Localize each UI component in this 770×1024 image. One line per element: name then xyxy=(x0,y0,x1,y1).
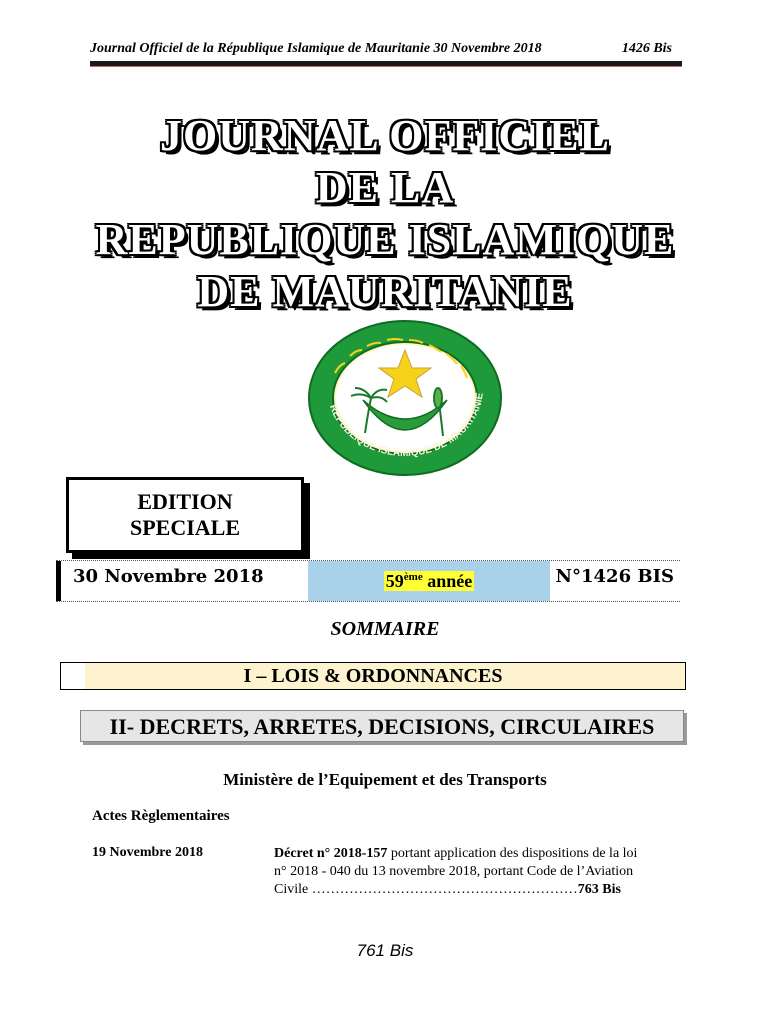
edition-line-2: SPECIALE xyxy=(129,515,241,540)
seal-text: REPUBLIQUE ISLAMIQUE DE MAURITANIE xyxy=(326,392,486,460)
entry-page: 763 Bis xyxy=(577,882,621,897)
header-title: Journal Officiel de la République Islamique de Mauritanie 30 Novembre 2018 xyxy=(90,41,542,56)
issue-year xyxy=(308,561,550,601)
ministry-heading: Ministère de l’Equipement et des Transports xyxy=(223,770,547,789)
edition-line-1: EDITION xyxy=(137,489,233,514)
entry-text-1: portant application des dispositions de la loi xyxy=(387,846,638,861)
issue-info-bar xyxy=(56,560,680,602)
entry-text-2: n° 2018 - 040 du 13 novembre 2018, portant Code de l’Aviation xyxy=(274,864,634,879)
year-number: 59 xyxy=(385,571,404,591)
header-page-number: 1426 Bis xyxy=(621,41,672,56)
year-suffix: ème xyxy=(403,571,423,583)
issue-date: 30 Novembre 2018 xyxy=(56,561,308,601)
edition-speciale-box xyxy=(66,477,304,553)
header-rule xyxy=(90,61,682,67)
masthead-line-4: DE MAURITANIE xyxy=(197,267,573,316)
actes-heading: Actes Règlementaires xyxy=(92,808,230,824)
national-seal-icon xyxy=(305,318,505,478)
masthead-title xyxy=(60,110,710,318)
entry-text-3: Civile ………………………………………………… xyxy=(274,882,578,897)
entry-text xyxy=(274,845,678,899)
issue-number: N°1426 BIS xyxy=(555,566,674,587)
year-highlight xyxy=(384,571,474,591)
masthead-line-1: JOURNAL OFFICIEL xyxy=(160,111,610,160)
masthead-line-3: REPUBLIQUE ISLAMIQUE xyxy=(95,215,675,264)
sommaire-heading: SOMMAIRE xyxy=(330,618,440,640)
year-word: année xyxy=(422,571,473,591)
masthead-line-2: DE LA xyxy=(315,163,455,212)
section-lois-ordonnances: I – LOIS & ORDONNANCES xyxy=(60,662,686,690)
page-number: 761 Bis xyxy=(356,941,414,960)
entry-title: Décret n° 2018-157 xyxy=(274,846,388,861)
running-header xyxy=(90,38,680,62)
section-decrets: II- DECRETS, ARRETES, DECISIONS, CIRCULAIRES xyxy=(80,710,684,742)
entry-date: 19 Novembre 2018 xyxy=(92,845,203,860)
